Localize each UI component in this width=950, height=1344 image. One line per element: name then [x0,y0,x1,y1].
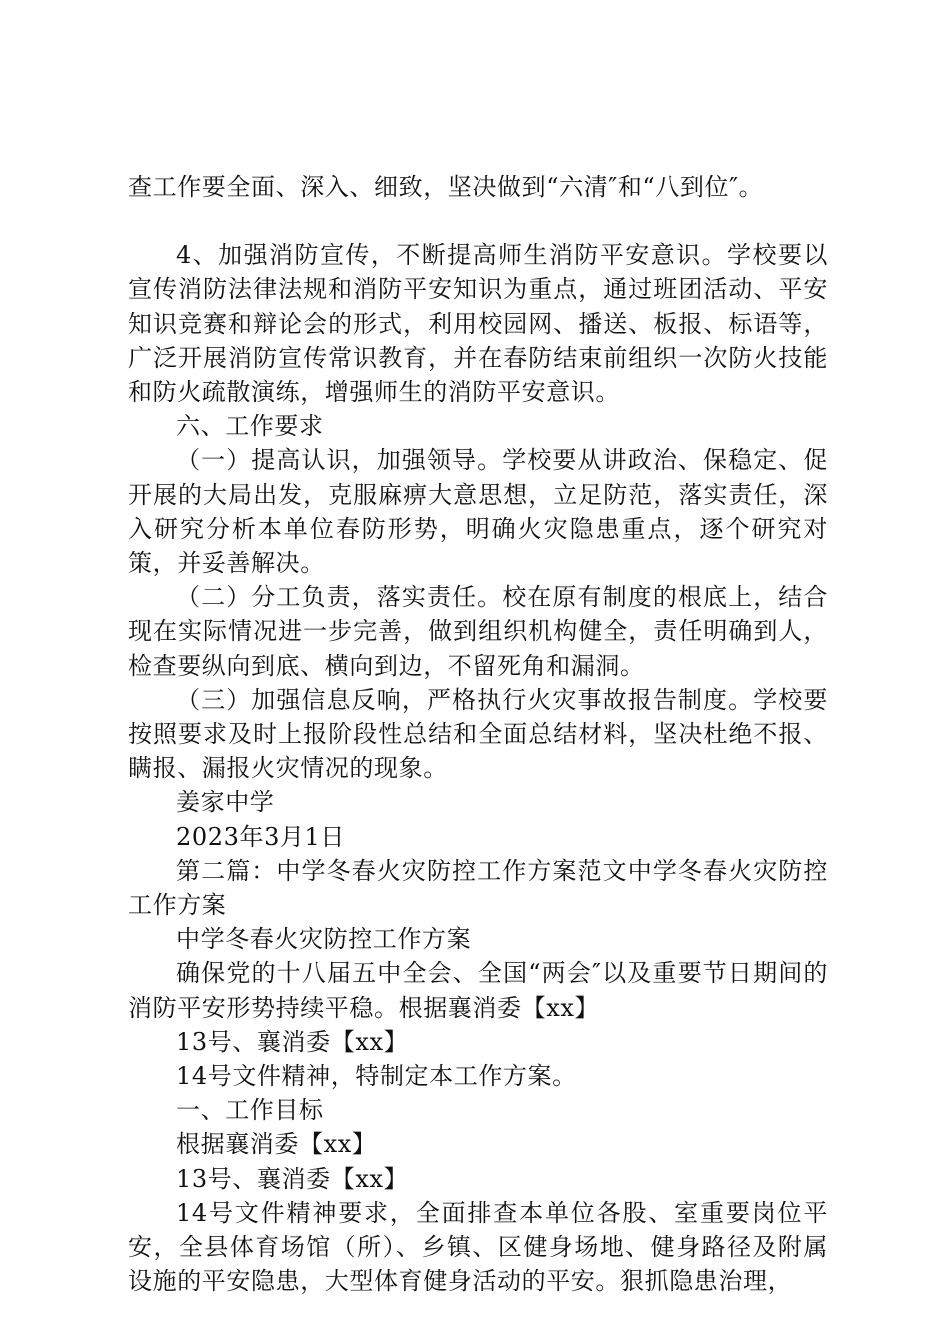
paragraph-requirement-1: （一）提高认识，加强领导。学校要从讲政治、保稳定、促开展的大局出发，克服麻痹大意思想，立足防范，落实责任，深入研究分析本单位春防形势，明确火灾隐患重点，逐个研究对策，并妥善解决。 [128,446,828,578]
paragraph-spacer [128,204,828,238]
section-heading-work-goals: 一、工作目标 [176,1096,324,1125]
section-heading-work-requirements: 六、工作要求 [176,412,324,441]
paragraph-reference-14: 14号文件精神，特制定本工作方案。 [176,1062,577,1091]
paragraph-reference-13-b: 13号、襄消委【xx】 [176,1164,409,1193]
signature-school: 姜家中学 [176,788,275,817]
paragraph-fire-publicity: 4、加强消防宣传，不断提高师生消防平安意识。学校要以宣传消防法律法规和消防平安知识为重点，通过班团活动、平安知识竞赛和辩论会的形式，利用校园网、播送、板报、标语等，广泛开展消防宣传常识教育，并在春防结束前组织一次防火技能和防火疏散演练，增强师生的消防平安意识。 [128,241,828,407]
chapter-heading-part-two: 第二篇：中学冬春火灾防控工作方案范文中学冬春火灾防控工作方案 [128,856,828,920]
paragraph-continuation: 查工作要全面、深入、细致，坚决做到“六清″和“八到位″。 [128,173,764,201]
document-title: 中学冬春火灾防控工作方案 [176,925,472,954]
paragraph-requirement-2: （二）分工负责，落实责任。校在原有制度的根底上，结合现在实际情况进一步完善，做到组织机构健全，责任明确到人，检查要纵向到底、横向到边，不留死角和漏洞。 [128,583,828,680]
signature-date: 2023年3月1日 [176,822,346,851]
paragraph-requirement-3: （三）加强信息反响，严格执行火灾事故报告制度。学校要按照要求及时上报阶段性总结和全面总结材料，坚决杜绝不报、瞒报、漏报火灾情况的现象。 [128,685,828,783]
paragraph-goal-details: 14号文件精神要求，全面排查本单位各股、室重要岗位平安，全县体育场馆（所）、乡镇、区健身场地、健身路径及附属设施的平安隐患，大型体育健身活动的平安。狠抓隐患治理， [128,1198,828,1296]
document-body [128,170,828,1299]
paragraph-reference-13: 13号、襄消委【xx】 [176,1027,409,1056]
paragraph-purpose: 确保党的十八届五中全会、全国“两会″以及重要节日期间的消防平安形势持续平稳。根据襄消委【xx】 [128,959,828,1022]
paragraph-according-to: 根据襄消委【xx】 [176,1130,377,1159]
